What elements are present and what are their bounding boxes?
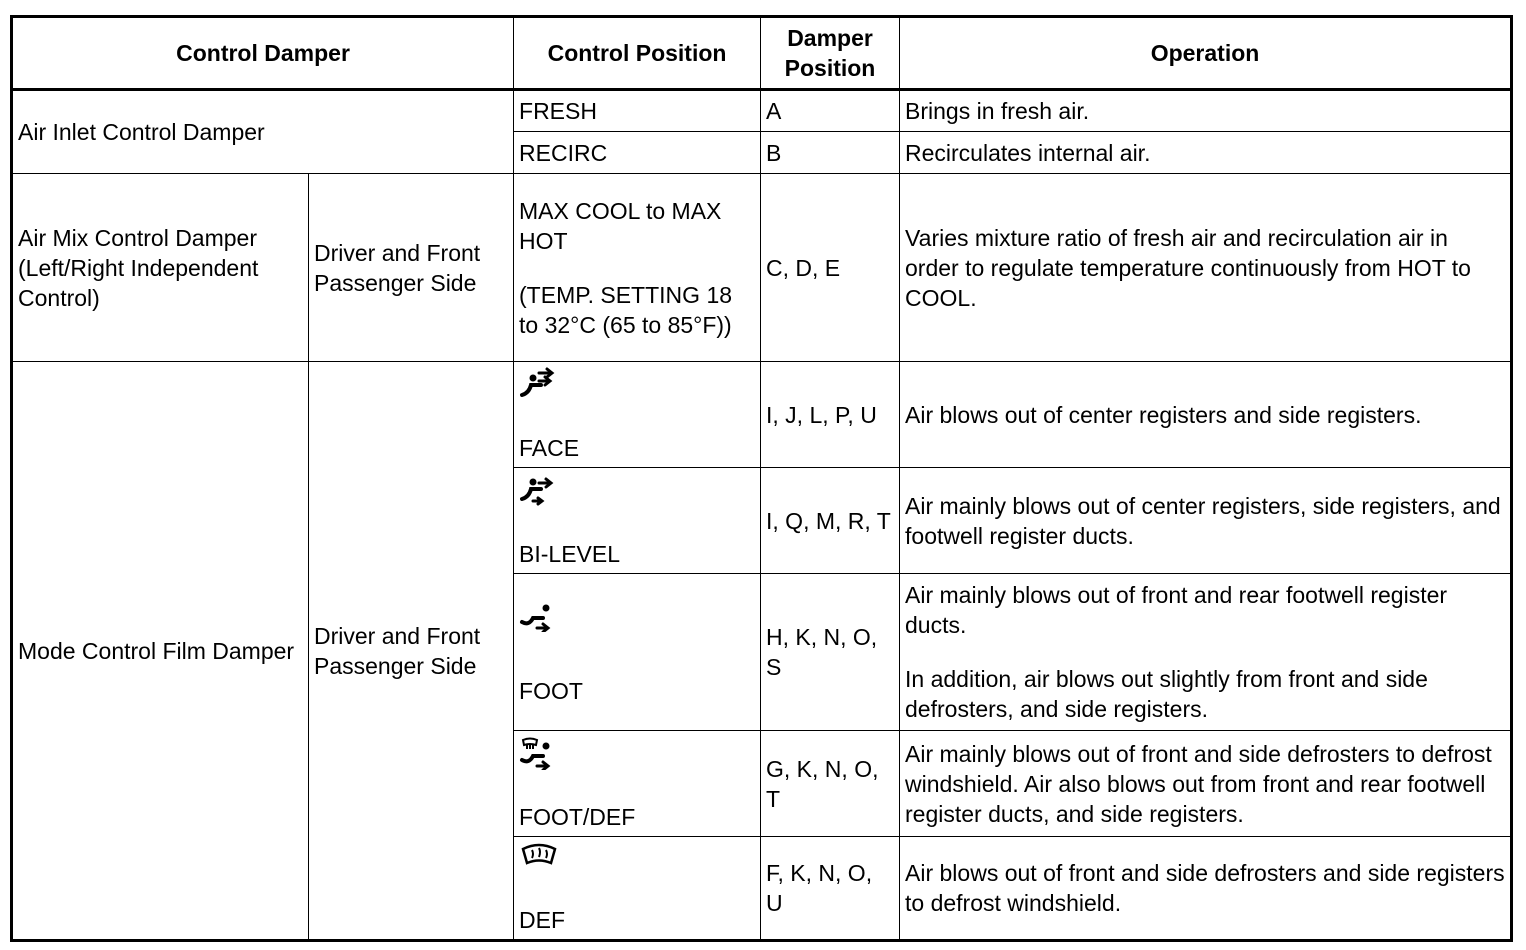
- face-vent-icon: [519, 367, 755, 403]
- position-label: FACE: [519, 434, 580, 461]
- operation-text: Air mainly blows out of center registers, side registers, and footwell register ducts.: [900, 468, 1512, 574]
- control-position: [514, 731, 761, 837]
- operation-text: [900, 574, 1512, 731]
- control-position: RECIRC: [514, 132, 761, 174]
- operation-text: Air blows out of center registers and side registers.: [900, 362, 1512, 468]
- position-range: MAX COOL to MAX HOT: [519, 197, 722, 254]
- mode-damper-name: Mode Control Film Damper: [12, 362, 309, 941]
- table-row: [12, 362, 1512, 468]
- temp-setting: (TEMP. SETTING 18 to 32°C (65 to 85°F)): [519, 281, 733, 338]
- damper-position: B: [761, 132, 900, 174]
- control-position: [514, 468, 761, 574]
- mode-side: Driver and Front Passenger Side: [309, 362, 514, 941]
- operation-text: Recirculates internal air.: [900, 132, 1512, 174]
- air-inlet-damper-name: Air Inlet Control Damper: [12, 90, 514, 174]
- bi-level-vent-icon: [519, 473, 755, 509]
- operation-text: Air blows out of front and side defrosters and side registers to defrost windshield.: [900, 837, 1512, 941]
- control-position: [514, 837, 761, 941]
- control-position: [514, 574, 761, 731]
- operation-line: In addition, air blows out slightly from front and side defrosters, and side registers.: [905, 666, 1428, 722]
- header-control-position: Control Position: [514, 17, 761, 90]
- foot-vent-icon: [519, 598, 755, 634]
- foot-def-vent-icon: [519, 736, 755, 772]
- position-label: DEF: [519, 907, 566, 933]
- damper-position: G, K, N, O, T: [761, 731, 900, 837]
- header-operation: Operation: [900, 17, 1512, 90]
- defrost-icon: [519, 841, 755, 877]
- damper-position: A: [761, 90, 900, 132]
- damper-position: F, K, N, O, U: [761, 837, 900, 941]
- air-mix-side: Driver and Front Passenger Side: [309, 174, 514, 362]
- table-row: [12, 90, 1512, 132]
- control-position: FRESH: [514, 90, 761, 132]
- damper-position: C, D, E: [761, 174, 900, 362]
- header-row: [12, 17, 1512, 90]
- position-label: BI-LEVEL: [519, 540, 621, 567]
- damper-operation-table: [10, 15, 1513, 942]
- operation-line: Air mainly blows out of front and rear footwell register ducts.: [905, 582, 1448, 638]
- position-label: FOOT: [519, 678, 583, 704]
- damper-position: I, J, L, P, U: [761, 362, 900, 468]
- operation-text: Air mainly blows out of front and side defrosters to defrost windshield. Air also blows out from front and rear footwell register ducts, and side registers.: [900, 731, 1512, 837]
- header-damper-position: Damper Position: [761, 17, 900, 90]
- table-row: [12, 174, 1512, 362]
- operation-text: Brings in fresh air.: [900, 90, 1512, 132]
- control-position: [514, 174, 761, 362]
- header-control-damper: Control Damper: [12, 17, 514, 90]
- air-mix-damper-name: Air Mix Control Damper (Left/Right Independent Control): [12, 174, 309, 362]
- position-label: FOOT/DEF: [519, 803, 636, 830]
- operation-text: Varies mixture ratio of fresh air and recirculation air in order to regulate temperature continuously from HOT to COOL.: [900, 174, 1512, 362]
- damper-position: I, Q, M, R, T: [761, 468, 900, 574]
- control-position: [514, 362, 761, 468]
- damper-position: H, K, N, O, S: [761, 574, 900, 731]
